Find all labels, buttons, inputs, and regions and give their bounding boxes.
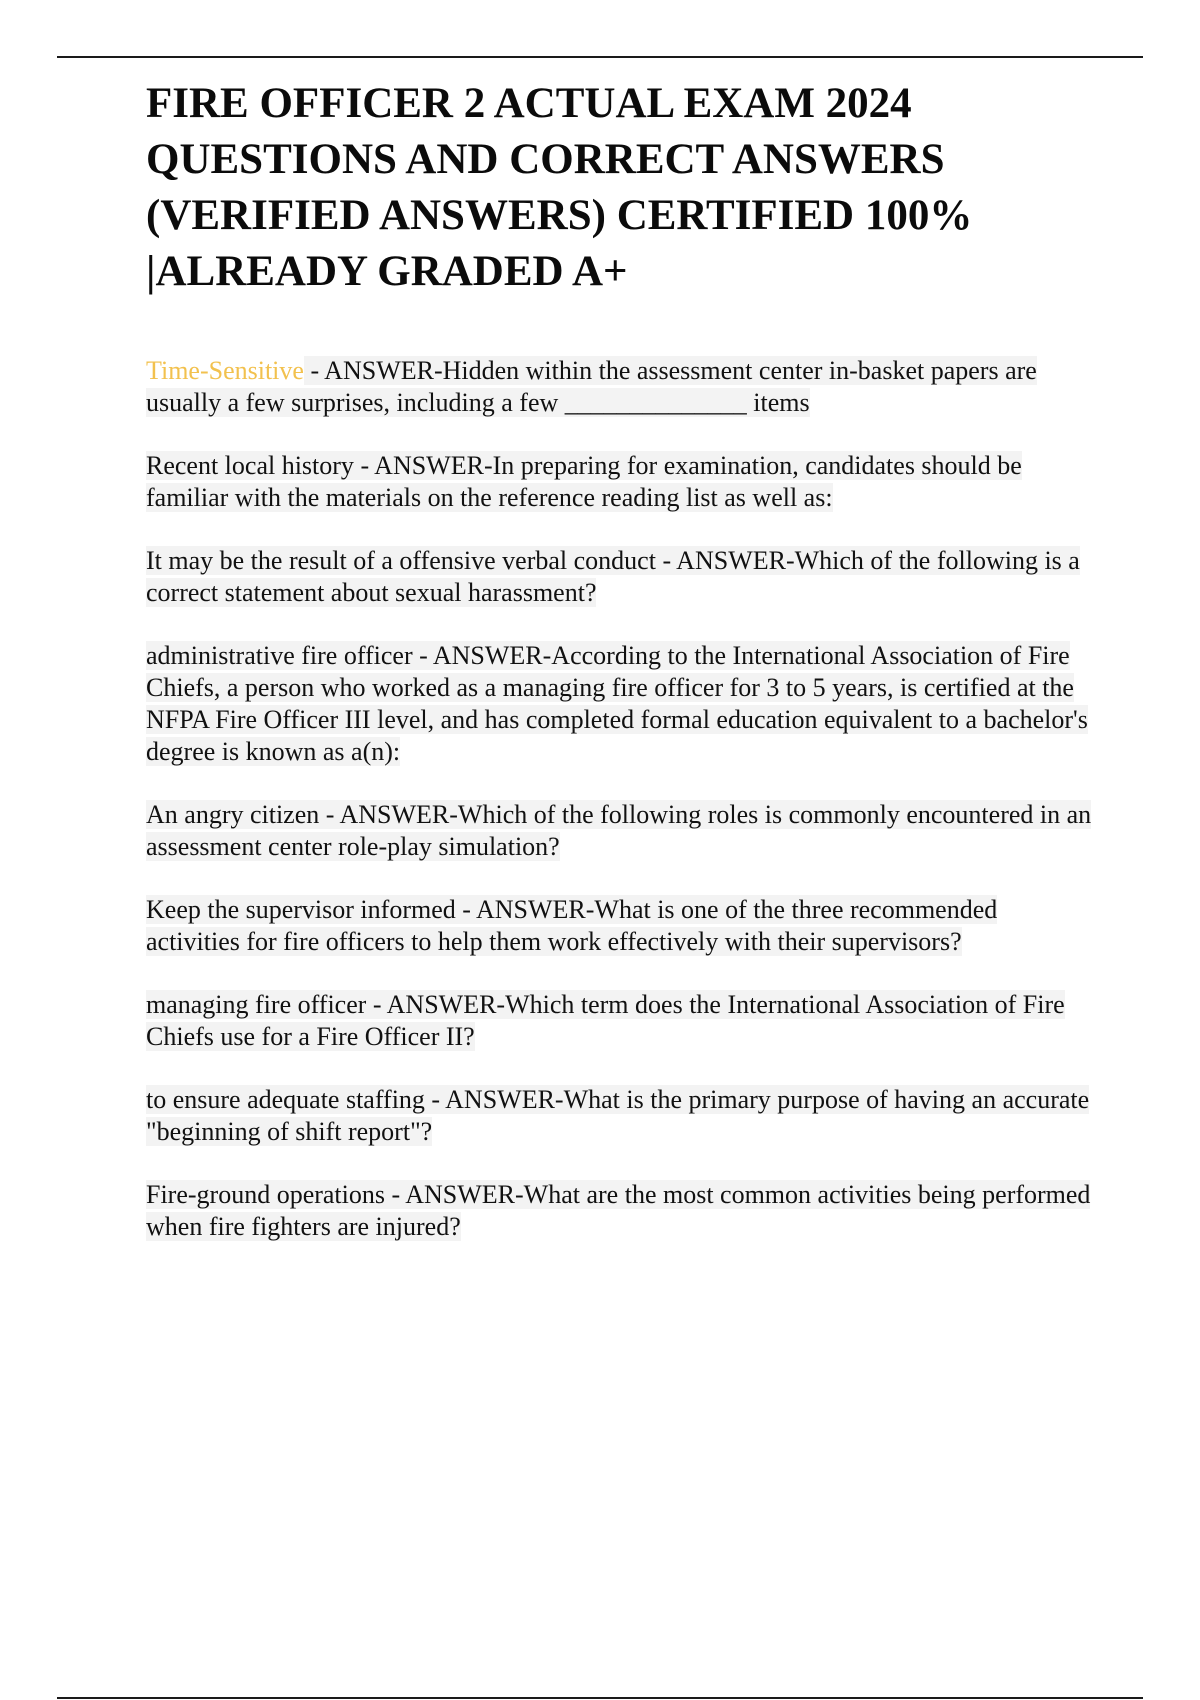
bottom-divider [57, 1697, 1143, 1699]
document-title: FIRE OFFICER 2 ACTUAL EXAM 2024 QUESTIONS AND CORRECT ANSWERS (VERIFIED ANSWERS) CERTIFIED 100% |ALREADY GRADED A+ [146, 80, 973, 295]
qa-answer: - ANSWER-Which of the following roles is commonly encountered in an assessment center role-play simulation? [146, 800, 1092, 861]
qa-answer: - ANSWER-What is the primary purpose of having an accurate "beginning of shift report"? [146, 1085, 1090, 1146]
qa-answer: - ANSWER-What is one of the three recommended activities for fire officers to help them work effectively with their supervisors? [146, 895, 998, 956]
qa-term: Recent local history [146, 451, 354, 480]
qa-term: It may be the result of a offensive verbal conduct [146, 546, 656, 575]
qa-item [146, 989, 1096, 1053]
qa-term-highlighted: Time-Sensitive [146, 356, 304, 385]
qa-item [146, 894, 1096, 958]
qa-list [146, 355, 1096, 1243]
document-body [146, 76, 1096, 1274]
qa-term: An angry citizen [146, 800, 320, 829]
qa-term: Keep the supervisor informed [146, 895, 456, 924]
qa-term: administrative fire officer [146, 641, 413, 670]
qa-answer: - ANSWER-Which of the following is a correct statement about sexual harassment? [146, 546, 1080, 607]
qa-answer: - ANSWER-Which term does the International Association of Fire Chiefs use for a Fire Officer II? [146, 990, 1065, 1051]
qa-answer: - ANSWER-Hidden within the assessment center in-basket papers are usually a few surprises, including a few ______________ items [146, 356, 1037, 417]
qa-term: Fire-ground operations [146, 1180, 386, 1209]
qa-item [146, 545, 1096, 609]
qa-answer: - ANSWER-What are the most common activities being performed when fire fighters are injured? [146, 1180, 1091, 1241]
qa-answer: - ANSWER-According to the International Association of Fire Chiefs, a person who worked as a managing fire officer for 3 to 5 years, is certified at the NFPA Fire Officer III level, and has completed formal education equivalent to a bachelor's degree is known as a(n): [146, 641, 1088, 766]
qa-term: managing fire officer [146, 990, 367, 1019]
qa-item [146, 640, 1096, 768]
qa-item [146, 799, 1096, 863]
qa-item [146, 1084, 1096, 1148]
qa-answer: - ANSWER-In preparing for examination, candidates should be familiar with the materials on the reference reading list as well as: [146, 451, 1022, 512]
qa-item [146, 1179, 1096, 1243]
qa-term: to ensure adequate staffing [146, 1085, 425, 1114]
top-divider [57, 56, 1143, 58]
qa-item [146, 450, 1096, 514]
qa-item [146, 355, 1096, 419]
